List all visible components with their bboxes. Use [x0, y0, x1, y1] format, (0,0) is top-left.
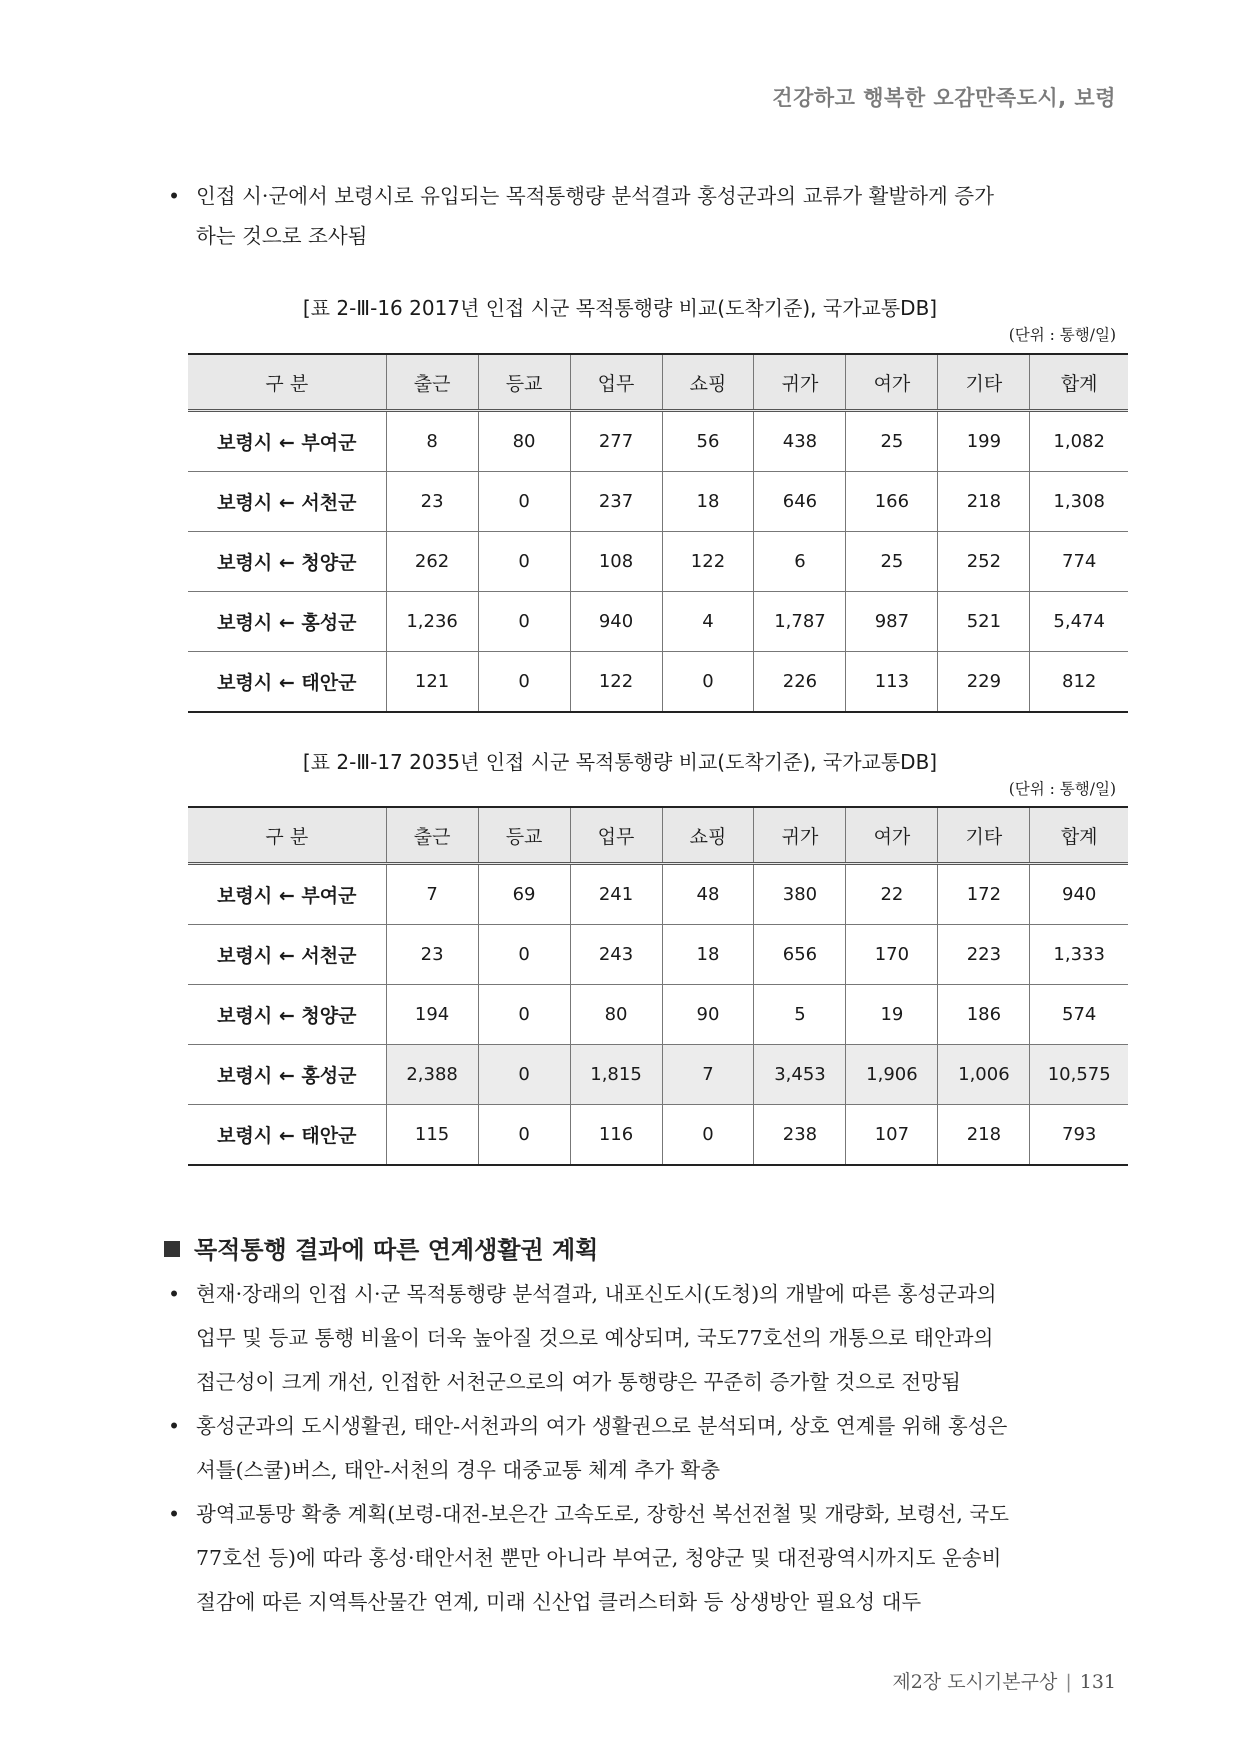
bullet-item [166, 1272, 1126, 1404]
table-cell: 22 [846, 864, 938, 925]
col-header: 구 분 [188, 807, 386, 864]
table-cell: 23 [386, 925, 478, 985]
table-cell: 218 [938, 472, 1030, 532]
table-cell: 238 [754, 1105, 846, 1166]
table-cell: 0 [478, 472, 570, 532]
table-row [188, 592, 1128, 652]
table-cell: 69 [478, 864, 570, 925]
table-cell: 7 [386, 864, 478, 925]
table-cell: 1,236 [386, 592, 478, 652]
table-cell: 1,082 [1030, 411, 1128, 472]
section-heading [164, 1230, 598, 1265]
table-cell: 0 [478, 592, 570, 652]
table-cell: 2,388 [386, 1045, 478, 1105]
table-cell: 172 [938, 864, 1030, 925]
table-cell: 1,308 [1030, 472, 1128, 532]
table-cell: 5,474 [1030, 592, 1128, 652]
table-cell: 646 [754, 472, 846, 532]
table-cell: 656 [754, 925, 846, 985]
table-cell: 7 [662, 1045, 754, 1105]
col-header: 여가 [846, 807, 938, 864]
table-row [188, 985, 1128, 1045]
bullet-line: 홍성군과의 도시생활권, 태안-서천과의 여가 생활권으로 분석되며, 상호 연계를 위해 홍성은 [196, 1414, 1008, 1438]
row-label: 보령시 ← 태안군 [188, 1105, 386, 1166]
bullet-marker: • [168, 1282, 181, 1306]
table1 [188, 353, 1128, 713]
table-cell: 170 [846, 925, 938, 985]
col-header: 여가 [846, 354, 938, 411]
page-footer [892, 1667, 1116, 1694]
table-cell: 812 [1030, 652, 1128, 713]
row-label: 보령시 ← 부여군 [217, 885, 357, 907]
intro-line: 하는 것으로 조사됨 [196, 224, 368, 248]
table-cell: 940 [570, 592, 662, 652]
table-cell: 0 [478, 1105, 570, 1166]
table-cell: 223 [938, 925, 1030, 985]
table-row [188, 532, 1128, 592]
table-cell: 277 [570, 411, 662, 472]
row-label: 보령시 ← 서천군 [188, 472, 386, 532]
table-cell: 199 [938, 411, 1030, 472]
footer-separator: | [1065, 1671, 1072, 1693]
table-cell: 218 [938, 1105, 1030, 1166]
table-cell: 0 [662, 1105, 754, 1166]
table-row [188, 1105, 1128, 1166]
bullet-item [166, 1492, 1126, 1624]
table-cell: 1,333 [1030, 925, 1128, 985]
bullet-line: 접근성이 크게 개선, 인접한 서천군으로의 여가 통행량은 꾸준히 증가할 것으로 전망됨 [196, 1370, 961, 1394]
row-label: 보령시 ← 청양군 [188, 532, 386, 592]
table-cell: 23 [386, 472, 478, 532]
table-cell: 6 [754, 532, 846, 592]
table-cell: 380 [754, 864, 846, 925]
col-header: 기타 [938, 354, 1030, 411]
table-row [188, 652, 1128, 713]
table-cell: 122 [662, 532, 754, 592]
table-header-row [188, 354, 1128, 411]
table-row [188, 472, 1128, 532]
bullet-line: 업무 및 등교 통행 비율이 더욱 높아질 것으로 예상되며, 국도77호선의 개통으로 태안과의 [196, 1326, 994, 1350]
table1-unit: (단위 : 통행/일) [1008, 326, 1116, 344]
row-label: 보령시 ← 청양군 [188, 985, 386, 1045]
table-cell: 0 [478, 925, 570, 985]
table-cell: 166 [846, 472, 938, 532]
table-cell: 940 [1030, 864, 1128, 925]
col-header: 기타 [938, 807, 1030, 864]
table2 [188, 806, 1128, 1166]
table-cell: 107 [846, 1105, 938, 1166]
table-cell: 241 [570, 864, 662, 925]
bullet-marker: • [168, 184, 181, 208]
table-cell: 5 [754, 985, 846, 1045]
section-title: 목적통행 결과에 따른 연계생활권 계획 [194, 1236, 599, 1264]
table-cell: 0 [478, 652, 570, 713]
table-cell: 18 [662, 925, 754, 985]
row-label: 보령시 ← 홍성군 [188, 1045, 386, 1105]
table-cell: 229 [938, 652, 1030, 713]
table-cell: 793 [1030, 1105, 1128, 1166]
table-cell: 0 [662, 652, 754, 713]
row-label: 보령시 ← 부여군 [217, 432, 357, 454]
intro-line: 인접 시·군에서 보령시로 유입되는 목적통행량 분석결과 홍성군과의 교류가 활발하게 증가 [196, 184, 994, 208]
table-cell: 80 [478, 411, 570, 472]
col-header: 귀가 [754, 807, 846, 864]
table-row [188, 1045, 1128, 1105]
page-number: 131 [1079, 1671, 1116, 1693]
footer-chapter: 제2장 도시기본구상 [892, 1671, 1058, 1693]
bullet-marker: • [168, 1414, 181, 1438]
col-header: 업무 [570, 807, 662, 864]
table-cell: 243 [570, 925, 662, 985]
intro-paragraph [166, 176, 1126, 256]
bullet-line: 현재·장래의 인접 시·군 목적통행량 분석결과, 내포신도시(도청)의 개발에 따른 홍성군과의 [196, 1282, 997, 1306]
col-header: 쇼핑 [662, 807, 754, 864]
table-cell: 0 [478, 985, 570, 1045]
table-cell: 194 [386, 985, 478, 1045]
bullet-line: 77호선 등)에 따라 홍성·태안서천 뿐만 아니라 부여군, 청양군 및 대전광역시까지도 운송비 [196, 1546, 1002, 1570]
table-cell: 18 [662, 472, 754, 532]
table-cell: 262 [386, 532, 478, 592]
col-header: 구 분 [188, 354, 386, 411]
table-cell: 19 [846, 985, 938, 1045]
table-cell: 252 [938, 532, 1030, 592]
table-cell: 1,906 [846, 1045, 938, 1105]
col-header: 쇼핑 [662, 354, 754, 411]
table-cell: 774 [1030, 532, 1128, 592]
table-cell: 25 [846, 532, 938, 592]
running-header: 건강하고 행복한 오감만족도시, 보령 [772, 86, 1116, 110]
table-cell: 438 [754, 411, 846, 472]
table-cell: 121 [386, 652, 478, 713]
table-cell: 80 [570, 985, 662, 1045]
table-cell: 1,006 [938, 1045, 1030, 1105]
square-bullet-icon [164, 1241, 180, 1257]
table2-unit: (단위 : 통행/일) [1008, 780, 1116, 798]
col-header: 귀가 [754, 354, 846, 411]
col-header: 출근 [386, 354, 478, 411]
table-cell: 108 [570, 532, 662, 592]
col-header: 합계 [1030, 354, 1128, 411]
table-cell: 3,453 [754, 1045, 846, 1105]
table-cell: 186 [938, 985, 1030, 1045]
table-header-row [188, 807, 1128, 864]
table-cell: 48 [662, 864, 754, 925]
col-header: 업무 [570, 354, 662, 411]
table-cell: 521 [938, 592, 1030, 652]
table-cell: 987 [846, 592, 938, 652]
table-cell: 574 [1030, 985, 1128, 1045]
bullet-line: 셔틀(스쿨)버스, 태안-서천의 경우 대중교통 체계 추가 확충 [196, 1458, 721, 1482]
table-cell: 113 [846, 652, 938, 713]
col-header: 합계 [1030, 807, 1128, 864]
table-cell: 56 [662, 411, 754, 472]
intro-bullet [166, 176, 1126, 256]
bullet-item [166, 1404, 1126, 1492]
table1-caption: [표 2-Ⅲ-16 2017년 인접 시군 목적통행량 비교(도착기준), 국가교통DB] [302, 296, 938, 320]
row-label: 보령시 ← 홍성군 [188, 592, 386, 652]
row-label: 보령시 ← 서천군 [188, 925, 386, 985]
table-cell: 8 [386, 411, 478, 472]
table-cell: 10,575 [1030, 1045, 1128, 1105]
bullet-marker: • [168, 1502, 181, 1526]
table-cell: 4 [662, 592, 754, 652]
bullet-line: 절감에 따른 지역특산물간 연계, 미래 신산업 클러스터화 등 상생방안 필요성 대두 [196, 1590, 922, 1614]
table-row [188, 925, 1128, 985]
col-header: 등교 [478, 807, 570, 864]
table-cell: 115 [386, 1105, 478, 1166]
table-row [188, 411, 1128, 472]
table-row [188, 864, 1128, 925]
table-cell: 0 [478, 532, 570, 592]
col-header: 등교 [478, 354, 570, 411]
section-bullets [166, 1272, 1126, 1624]
bullet-line: 광역교통망 확충 계획(보령-대전-보은간 고속도로, 장항선 복선전철 및 개량화, 보령선, 국도 [196, 1502, 1009, 1526]
table-cell: 122 [570, 652, 662, 713]
table-cell: 237 [570, 472, 662, 532]
table-cell: 1,787 [754, 592, 846, 652]
row-label: 보령시 ← 태안군 [188, 652, 386, 713]
table-cell: 226 [754, 652, 846, 713]
table-cell: 90 [662, 985, 754, 1045]
table-cell: 1,815 [570, 1045, 662, 1105]
table-cell: 25 [846, 411, 938, 472]
col-header: 출근 [386, 807, 478, 864]
table-cell: 116 [570, 1105, 662, 1166]
table-cell: 0 [478, 1045, 570, 1105]
table2-caption: [표 2-Ⅲ-17 2035년 인접 시군 목적통행량 비교(도착기준), 국가교통DB] [302, 750, 938, 774]
